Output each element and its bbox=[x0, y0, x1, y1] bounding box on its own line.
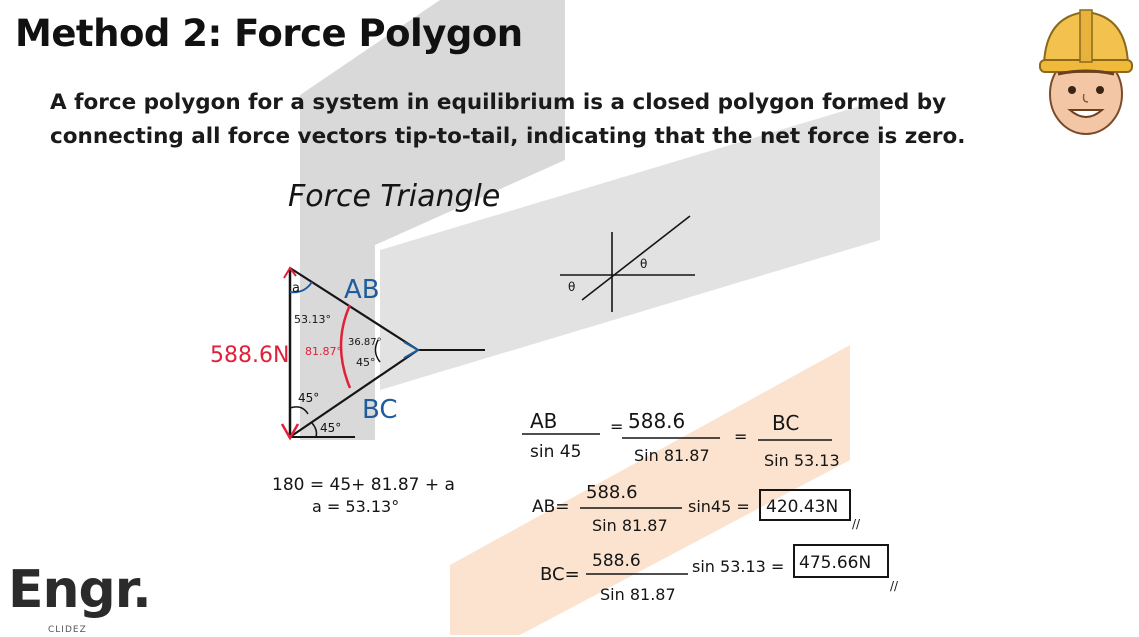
bc-result-value: 475.66N bbox=[799, 553, 872, 573]
ab-solution-numerator: 588.6 bbox=[586, 482, 638, 503]
engr-logo: Engr. bbox=[8, 560, 151, 620]
ab-result-value: 420.43N bbox=[766, 497, 839, 517]
theta-right-label: θ bbox=[640, 257, 648, 271]
label-alpha: a bbox=[292, 281, 300, 296]
los-eq2: = bbox=[734, 427, 748, 446]
los-ab-numerator: AB bbox=[530, 409, 558, 433]
label-angle-right-lower: 45° bbox=[356, 356, 376, 369]
label-angle-left-45: 45° bbox=[298, 391, 320, 405]
bc-solution-numerator: 588.6 bbox=[592, 551, 641, 571]
sketch-heading: Force Triangle bbox=[288, 179, 501, 214]
bottom-45-arc bbox=[312, 423, 317, 437]
bc-solution-denominator: Sin 81.87 bbox=[600, 585, 676, 604]
ab-result-mark: // bbox=[852, 517, 861, 531]
los-bc-denominator: Sin 53.13 bbox=[764, 451, 840, 470]
bc-result-mark: // bbox=[890, 579, 899, 593]
page-title: Method 2: Force Polygon bbox=[15, 12, 523, 55]
los-ab-denominator: sin 45 bbox=[530, 442, 582, 462]
los-force-denominator: Sin 81.87 bbox=[634, 446, 710, 465]
label-angle-bottom-45: 45° bbox=[320, 421, 342, 435]
angle-sum-line2: a = 53.13° bbox=[312, 497, 400, 516]
bc-solution-multiplier: sin 53.13 = bbox=[692, 557, 785, 576]
los-eq1: = bbox=[610, 417, 624, 436]
label-angle-red: 81.87° bbox=[305, 345, 342, 358]
ab-solution-denominator: Sin 81.87 bbox=[592, 516, 668, 535]
label-ab: AB bbox=[344, 275, 380, 305]
los-bc-numerator: BC bbox=[772, 411, 800, 435]
left-45-arc bbox=[290, 407, 308, 414]
engr-logo-subtitle: CLIDEZ bbox=[48, 625, 87, 635]
angle-sum-line1: 180 = 45+ 81.87 + a bbox=[272, 475, 455, 495]
theta-diagonal-line bbox=[582, 216, 690, 300]
label-bc: BC bbox=[362, 395, 398, 425]
ab-solution-multiplier: sin45 = bbox=[688, 497, 750, 516]
ab-solution-lhs: AB= bbox=[532, 497, 570, 517]
theta-left-label: θ bbox=[568, 280, 576, 294]
label-angle-right-upper: 36.87° bbox=[348, 337, 382, 348]
los-force-numerator: 588.6 bbox=[628, 409, 686, 433]
label-angle-top: 53.13° bbox=[294, 313, 331, 326]
bc-solution-lhs: BC= bbox=[540, 564, 580, 585]
description-text: A force polygon for a system in equilibrium is a closed polygon formed by connecting all force vectors tip-to-tail, indicating that the net force is zero. bbox=[50, 90, 966, 149]
label-force: 588.6N bbox=[210, 343, 290, 368]
